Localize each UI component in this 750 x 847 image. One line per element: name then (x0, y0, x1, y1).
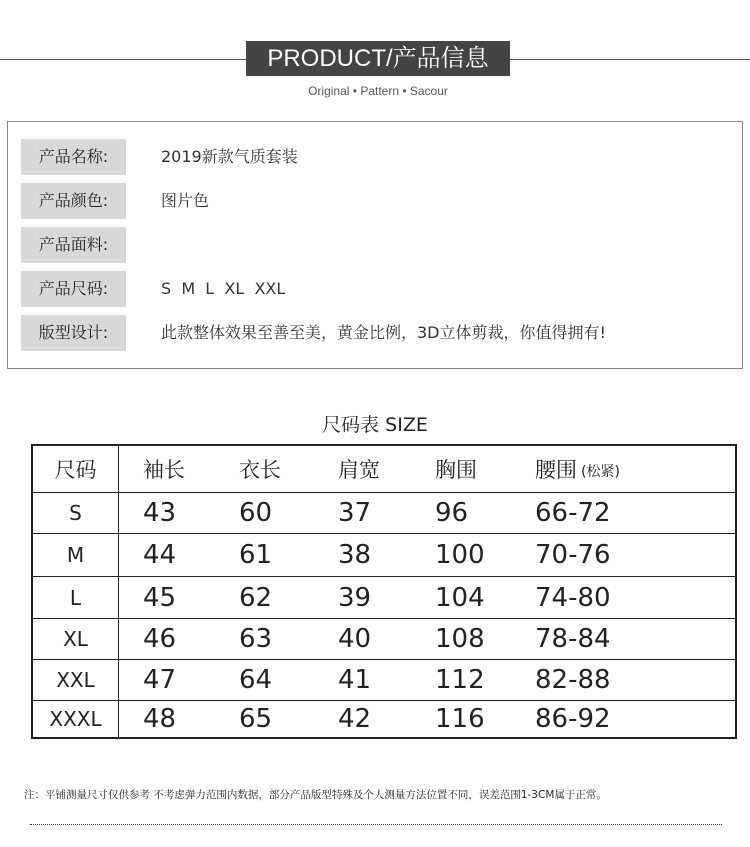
table-cell: 82-88 (535, 665, 611, 695)
table-cell: 86-92 (535, 704, 611, 734)
table-row (33, 577, 735, 619)
header-waist-label: 腰围 (535, 458, 577, 482)
info-value: S M L XL XXL (161, 279, 286, 298)
table-cell: 47 (143, 665, 177, 695)
size-table (31, 444, 737, 739)
table-cell: 64 (239, 665, 273, 695)
table-cell: 45 (143, 582, 177, 613)
table-cell: 41 (338, 665, 372, 695)
info-label: 版型设计: (21, 315, 126, 351)
table-cell: 100 (435, 540, 485, 570)
info-label: 产品尺码: (21, 271, 126, 307)
table-cell: 66-72 (535, 498, 611, 528)
header-cell-waist (535, 446, 620, 492)
info-row-size (21, 271, 721, 307)
table-cell: 38 (338, 540, 372, 570)
info-value: 图片色 (161, 191, 210, 210)
info-label: 产品颜色: (21, 183, 126, 219)
size-cell: XL (33, 619, 119, 659)
table-row (33, 660, 735, 701)
header-cell: 尺码 (33, 446, 119, 492)
table-header-row (33, 446, 735, 493)
section-title: PRODUCT/产品信息 (246, 41, 510, 76)
info-label: 产品名称: (21, 139, 126, 175)
info-row-fabric (21, 227, 721, 263)
size-cell: S (33, 493, 119, 533)
table-cell: 65 (239, 704, 273, 734)
measurement-note: 注：平铺测量尺寸仅供参考 不考虑弹力范围内数据，部分产品版型特殊及个人测量方法位置不同，误差范围1-3CM属于正常。 (24, 789, 607, 801)
table-cell: 42 (338, 704, 372, 734)
table-row (33, 619, 735, 660)
table-cell: 60 (239, 498, 273, 528)
info-row-design (21, 315, 721, 351)
header-waist-note: (松紧) (581, 464, 620, 480)
table-row (33, 493, 735, 534)
table-cell: 78-84 (535, 624, 611, 654)
info-row-name (21, 139, 721, 175)
product-info-box (7, 121, 743, 369)
header-cell: 衣长 (239, 458, 281, 482)
header-cell: 胸围 (435, 458, 477, 482)
table-cell: 48 (143, 704, 177, 734)
info-row-color (21, 183, 721, 219)
header-rule-right (510, 59, 750, 60)
table-cell: 46 (143, 624, 177, 654)
table-cell: 63 (239, 624, 273, 654)
header-rule-left (0, 59, 246, 60)
table-cell: 96 (435, 498, 469, 528)
table-cell: 108 (435, 624, 485, 654)
info-value: 2019新款气质套装 (161, 147, 298, 166)
size-cell: L (33, 577, 119, 618)
size-cell: XXL (33, 660, 119, 700)
table-cell: 116 (435, 704, 485, 734)
table-cell: 62 (239, 582, 273, 613)
info-label: 产品面料: (21, 227, 126, 263)
table-cell: 70-76 (535, 540, 611, 570)
table-cell: 37 (338, 498, 372, 528)
dotted-divider (30, 824, 722, 825)
table-row (33, 701, 735, 737)
table-cell: 40 (338, 624, 372, 654)
table-cell: 43 (143, 498, 177, 528)
header-cell: 袖长 (143, 458, 185, 482)
info-value: 此款整体效果至善至美，黄金比例，3D立体剪裁，你值得拥有! (161, 323, 606, 342)
size-cell: XXXL (33, 701, 119, 737)
size-cell: M (33, 534, 119, 576)
table-cell: 104 (435, 582, 485, 613)
section-subtitle: Original • Pattern • Sacour (308, 84, 448, 98)
header-cell: 肩宽 (338, 458, 380, 482)
table-cell: 39 (338, 582, 372, 613)
size-table-title: 尺码表 SIZE (322, 414, 428, 436)
table-cell: 61 (239, 540, 273, 570)
table-cell: 112 (435, 665, 485, 695)
table-row (33, 534, 735, 577)
table-cell: 74-80 (535, 582, 611, 613)
table-cell: 44 (143, 540, 177, 570)
